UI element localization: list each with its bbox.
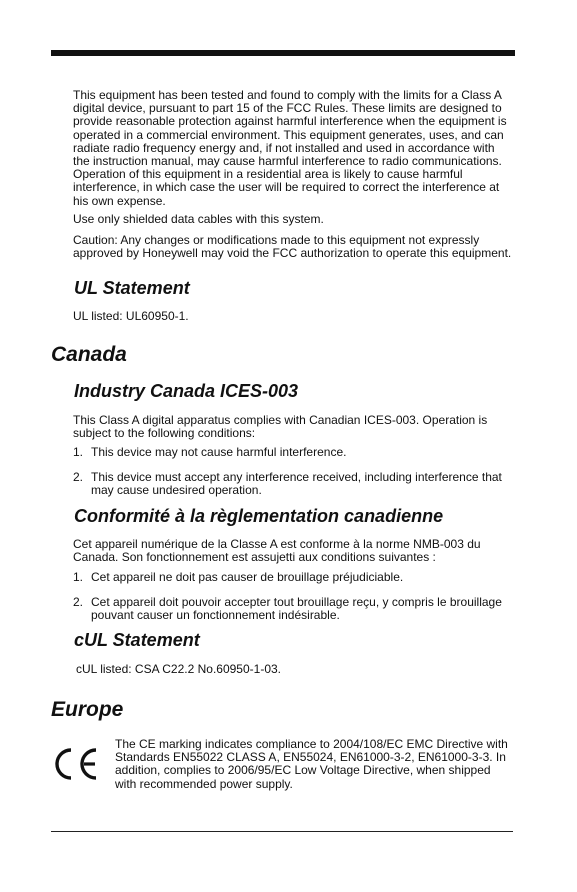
list-text: Cet appareil doit pouvoir accepter tout brouillage reçu, y compris le brouillage pouvant causer un fonctionnement indésirable. — [91, 595, 502, 623]
conformite-condition-1 — [73, 571, 513, 584]
ices-paragraph: This Class A digital apparatus complies with Canadian ICES-003. Operation is subject to the following conditions: — [73, 413, 488, 441]
cul-listed-text: cUL listed: CSA C22.2 No.60950-1-03. — [76, 662, 282, 676]
cul-statement-heading: cUL Statement — [74, 630, 200, 650]
ices-heading: Industry Canada ICES-003 — [74, 381, 299, 401]
list-number: 2. — [73, 595, 84, 609]
ul-statement-heading: UL Statement — [74, 278, 190, 298]
caution-paragraph: Caution: Any changes or modifications made to this equipment not expressly approved by Honeywell may void the FCC authorization to operate this equipment. — [73, 233, 512, 261]
conformite-paragraph: Cet appareil numérique de la Classe A est conforme à la norme NMB-003 du Canada. Son fonctionnement est assujetti aux conditions suivantes : — [73, 537, 481, 565]
conformite-condition-2 — [73, 596, 513, 622]
list-text: This device may not cause harmful interference. — [91, 445, 347, 459]
shielded-cables-note: Use only shielded data cables with this system. — [73, 212, 324, 226]
ce-marking-paragraph: The CE marking indicates compliance to 2004/108/EC EMC Directive with Standards EN55022 CLASS A, EN55024, EN61000-3-2, EN61000-3-3. In addition, complies to 2006/95/EC Low Voltage Directive, when shipped with recommended power supply. — [115, 737, 508, 791]
ices-condition-1 — [73, 446, 513, 459]
ices-condition-2 — [73, 471, 513, 497]
list-number: 1. — [73, 445, 84, 459]
ce-mark-icon — [52, 746, 100, 782]
bottom-rule — [51, 831, 513, 832]
list-text: Cet appareil ne doit pas causer de brouillage préjudiciable. — [91, 570, 404, 584]
list-text: This device must accept any interference received, including interference that may cause undesired operation. — [91, 470, 502, 498]
list-number: 2. — [73, 470, 84, 484]
fcc-compliance-paragraph: This equipment has been tested and found to comply with the limits for a Class A digital device, pursuant to part 15 of the FCC Rules. These limits are designed to provide reasonable protection against harmful interference when the equipment is operated in a commercial environment. This equipment generates, uses, and can radiate radio frequency energy and, if not installed and used in accordance with the instruction manual, may cause harmful interference to radio communications. Operation of this equipment in a residential area is likely to cause harmful interference, in which case the user will be required to correct the interference at his own expense. — [73, 88, 507, 208]
europe-heading: Europe — [51, 698, 124, 721]
canada-heading: Canada — [51, 343, 127, 366]
ul-listed-text: UL listed: UL60950-1. — [73, 309, 189, 323]
top-rule — [51, 50, 515, 56]
list-number: 1. — [73, 570, 84, 584]
conformite-heading: Conformité à la règlementation canadienne — [74, 506, 444, 526]
